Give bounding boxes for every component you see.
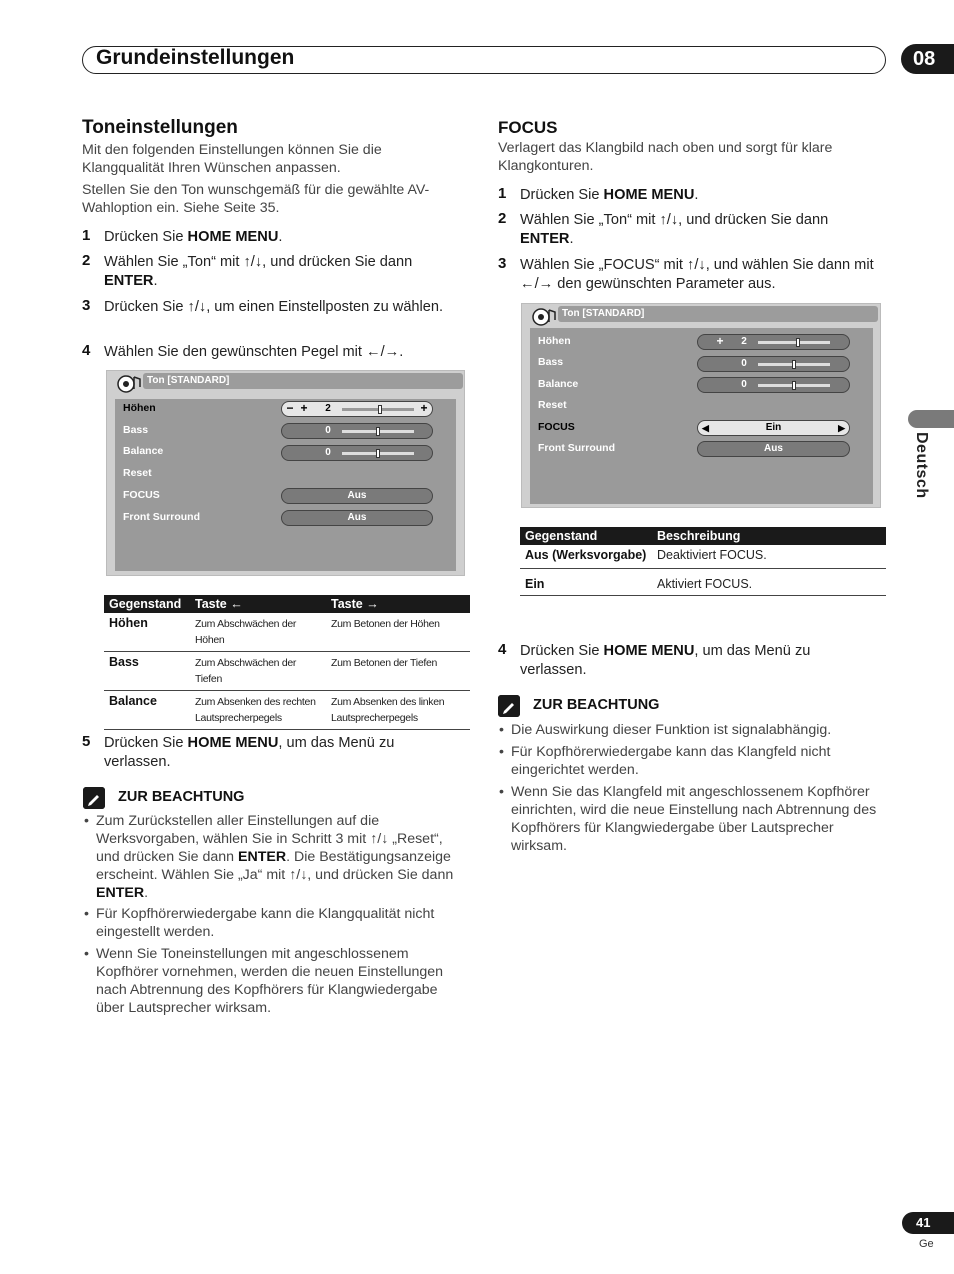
table-header-cell: Taste → — [326, 595, 470, 613]
table-cell: Zum Absenken des rechten Lautsprecherpegels — [190, 691, 326, 730]
osd-row-label: Höhen — [538, 335, 571, 347]
note-bullet — [96, 812, 466, 902]
bass-slider — [281, 423, 433, 439]
step-2 — [82, 252, 464, 291]
table-cell: Deaktiviert FOCUS. — [652, 545, 886, 569]
step-number: 3 — [82, 297, 91, 314]
table-cell: Zum Betonen der Tiefen — [326, 652, 470, 691]
osd-row-label: Bass — [123, 424, 149, 436]
step-text: Drücken Sie — [104, 229, 188, 245]
plus-icon: + — [420, 401, 428, 415]
table-header-cell: Gegenstand — [520, 527, 652, 545]
speaker-icon — [532, 306, 558, 328]
front-surround-value: Aus — [697, 441, 850, 457]
step-3 — [82, 297, 454, 317]
bass-slider — [697, 356, 850, 372]
slider-knob — [378, 405, 382, 414]
table-cell: Höhen — [104, 613, 190, 652]
slider-knob — [792, 360, 796, 369]
key-table — [104, 595, 470, 730]
step-key: HOME MENU — [187, 735, 279, 751]
table-cell: Zum Betonen der Höhen — [326, 613, 470, 652]
language-tab — [908, 410, 954, 428]
table-cell: Aus (Werksvorgabe) — [520, 545, 652, 569]
step-text: Drücken Sie — [520, 187, 604, 203]
note-bullet: • Für Kopfhörerwiedergabe kann das Klangfeld nicht eingerichtet werden. — [511, 743, 881, 779]
page-title: Grundeinstellungen — [96, 46, 295, 69]
slider-value: 2 — [325, 403, 331, 414]
section-heading: Toneinstellungen — [82, 117, 238, 138]
arrow-right-icon: ▶ — [838, 423, 845, 433]
language-code: Ge — [919, 1238, 934, 1250]
slider-value: 0 — [741, 358, 747, 369]
step-key: HOME MENU — [603, 643, 695, 659]
slider-value: 0 — [741, 379, 747, 390]
treble-slider — [697, 334, 850, 350]
focus-value: Aus — [281, 488, 433, 504]
table-row — [520, 569, 886, 596]
step-text: Wählen Sie „Ton“ mit ↑/↓, und drücken Sie dann — [104, 254, 413, 270]
osd-row-label: Bass — [538, 356, 564, 368]
step-1 — [82, 227, 464, 247]
step-number: 4 — [82, 342, 91, 359]
note-key: ENTER — [96, 885, 145, 901]
step-key: HOME MENU — [603, 187, 695, 203]
note-title: ZUR BEACHTUNG — [118, 789, 245, 805]
step-text: Wählen Sie „Ton“ mit ↑/↓, und drücken Sie dann — [520, 212, 829, 228]
step-number: 4 — [498, 641, 507, 658]
table-header — [104, 595, 470, 613]
step-text: Wählen Sie „FOCUS“ mit ↑/↓, und wählen Sie dann mit ←/→ den gewünschten Parameter aus. — [520, 257, 874, 292]
note-title: ZUR BEACHTUNG — [533, 697, 660, 713]
osd-row-label: Balance — [538, 378, 579, 390]
table-header-cell: Beschreibung — [652, 527, 886, 545]
step-text: . — [569, 231, 574, 247]
table-header — [520, 527, 886, 545]
note-bullet: • Die Auswirkung dieser Funktion ist signalabhängig. — [511, 721, 886, 739]
step-number: 1 — [82, 227, 91, 244]
slider-value: 0 — [325, 447, 331, 458]
table-header-cell: Taste ← — [190, 595, 326, 613]
osd-title: Ton [STANDARD] — [143, 373, 463, 389]
osd-row-label: Front Surround — [538, 442, 615, 454]
note-icon — [498, 695, 520, 717]
arrow-left-icon: ◀ — [702, 423, 709, 433]
table-row — [520, 545, 886, 569]
table-row — [104, 613, 470, 652]
step-number: 5 — [82, 733, 91, 750]
table-cell: Balance — [104, 691, 190, 730]
osd-panel — [530, 328, 873, 504]
plus-icon: + — [716, 334, 724, 348]
slider-knob — [376, 449, 380, 458]
section-heading: FOCUS — [498, 118, 558, 137]
step-text: . — [694, 187, 699, 203]
slider-value: 0 — [325, 425, 331, 436]
step-5 — [82, 733, 454, 772]
osd-panel — [115, 399, 456, 571]
language-label: Deutsch — [913, 432, 930, 499]
table-cell: Zum Abschwächen der Höhen — [190, 613, 326, 652]
treble-slider — [281, 401, 433, 417]
intro-text: Verlagert das Klangbild nach oben und sorgt für klare Klangkonturen. — [498, 140, 833, 174]
slider-value: 2 — [741, 336, 747, 347]
slider-track — [342, 430, 414, 433]
slider-track — [758, 341, 830, 344]
step-4 — [498, 641, 870, 680]
step-key: ENTER — [520, 231, 570, 247]
plus-icon: + — [300, 401, 308, 415]
note-text: . Die Bestätigungsanzeige erscheint. Wählen Sie „Ja“ mit ↑/↓, und drücken Sie dann — [96, 849, 454, 883]
step-4 — [82, 342, 464, 362]
step-text: Drücken Sie ↑/↓, um einen Einstellposten zu wählen. — [104, 299, 444, 315]
osd-row-label: FOCUS — [123, 489, 160, 501]
osd-row-label: FOCUS — [538, 421, 575, 433]
step-3 — [498, 255, 885, 294]
step-text: , um das Menü zu verlassen. — [520, 643, 811, 678]
osd-row-label: Front Surround — [123, 511, 200, 523]
osd-row-label: Reset — [538, 399, 567, 411]
minus-icon: − — [286, 401, 294, 415]
slider-track — [342, 408, 414, 411]
slider-track — [342, 452, 414, 455]
step-number: 2 — [82, 252, 91, 269]
front-surround-value: Aus — [281, 510, 433, 526]
step-key: HOME MENU — [187, 229, 279, 245]
step-number: 3 — [498, 255, 507, 272]
step-number: 2 — [498, 210, 507, 227]
slider-track — [758, 363, 830, 366]
step-text: . — [278, 229, 283, 245]
step-key: ENTER — [104, 273, 154, 289]
step-text: Drücken Sie — [520, 643, 604, 659]
note-key: ENTER — [237, 849, 287, 865]
table-cell: Bass — [104, 652, 190, 691]
intro-text: Stellen Sie den Ton wunschgemäß für die gewählte AV-Wahloption ein. Siehe Seite 35. — [82, 182, 430, 216]
osd-row-label: Reset — [123, 467, 152, 479]
osd-screen — [521, 303, 881, 508]
slider-knob — [796, 338, 800, 347]
focus-selector — [697, 420, 850, 436]
table-cell: Zum Absenken des linken Lautsprecherpegels — [326, 691, 470, 730]
speaker-icon — [117, 373, 143, 395]
focus-value: Ein — [765, 422, 782, 433]
note-text: Zum Zurückstellen aller Einstellungen auf die Werksvorgaben, wählen Sie in Schritt 3 mit ↑/↓ „Reset“, und drücken Sie dann — [96, 813, 443, 865]
table-row — [104, 691, 470, 730]
osd-title: Ton [STANDARD] — [558, 306, 878, 322]
page-number: 41 — [902, 1212, 954, 1234]
slider-knob — [376, 427, 380, 436]
balance-slider — [281, 445, 433, 461]
table-header-cell: Gegenstand — [104, 595, 190, 613]
step-1 — [498, 185, 880, 205]
intro-text: Mit den folgenden Einstellungen können Sie die Klangqualität Ihren Wünschen anpassen. — [82, 142, 382, 176]
osd-row-label: Balance — [123, 445, 164, 457]
table-cell: Zum Abschwächen der Tiefen — [190, 652, 326, 691]
step-2 — [498, 210, 885, 249]
slider-knob — [792, 381, 796, 390]
osd-row-label: Höhen — [123, 402, 156, 414]
balance-slider — [697, 377, 850, 393]
slider-track — [758, 384, 830, 387]
note-text: . — [144, 885, 149, 901]
note-bullet: • Wenn Sie das Klangfeld mit angeschlossenem Kopfhörer einrichten, wird die neue Einstellung nach Abtrennung des Kopfhörers für Klangwiedergabe über Lautsprecher wirksam. — [511, 783, 886, 855]
table-cell: Aktiviert FOCUS. — [652, 569, 886, 596]
option-table — [520, 527, 886, 596]
step-text: . — [153, 273, 158, 289]
table-cell: Ein — [520, 569, 652, 596]
note-bullet: • Wenn Sie Toneinstellungen mit angeschlossenem Kopfhörer vornehmen, werden die neuen Einstellungen nach Abtrennung des Kopfhörers für Klangwiedergabe über Lautsprecher wirksam. — [96, 945, 466, 1017]
osd-screen — [106, 370, 465, 576]
note-icon — [83, 787, 105, 809]
chapter-number: 08 — [901, 44, 954, 74]
step-text: , um das Menü zu verlassen. — [104, 735, 395, 770]
step-number: 1 — [498, 185, 507, 202]
note-bullet: • Für Kopfhörerwiedergabe kann die Klangqualität nicht eingestellt werden. — [96, 905, 456, 941]
step-text: Wählen Sie den gewünschten Pegel mit ←/→. — [104, 344, 404, 360]
step-text: Drücken Sie — [104, 735, 188, 751]
table-row — [104, 652, 470, 691]
